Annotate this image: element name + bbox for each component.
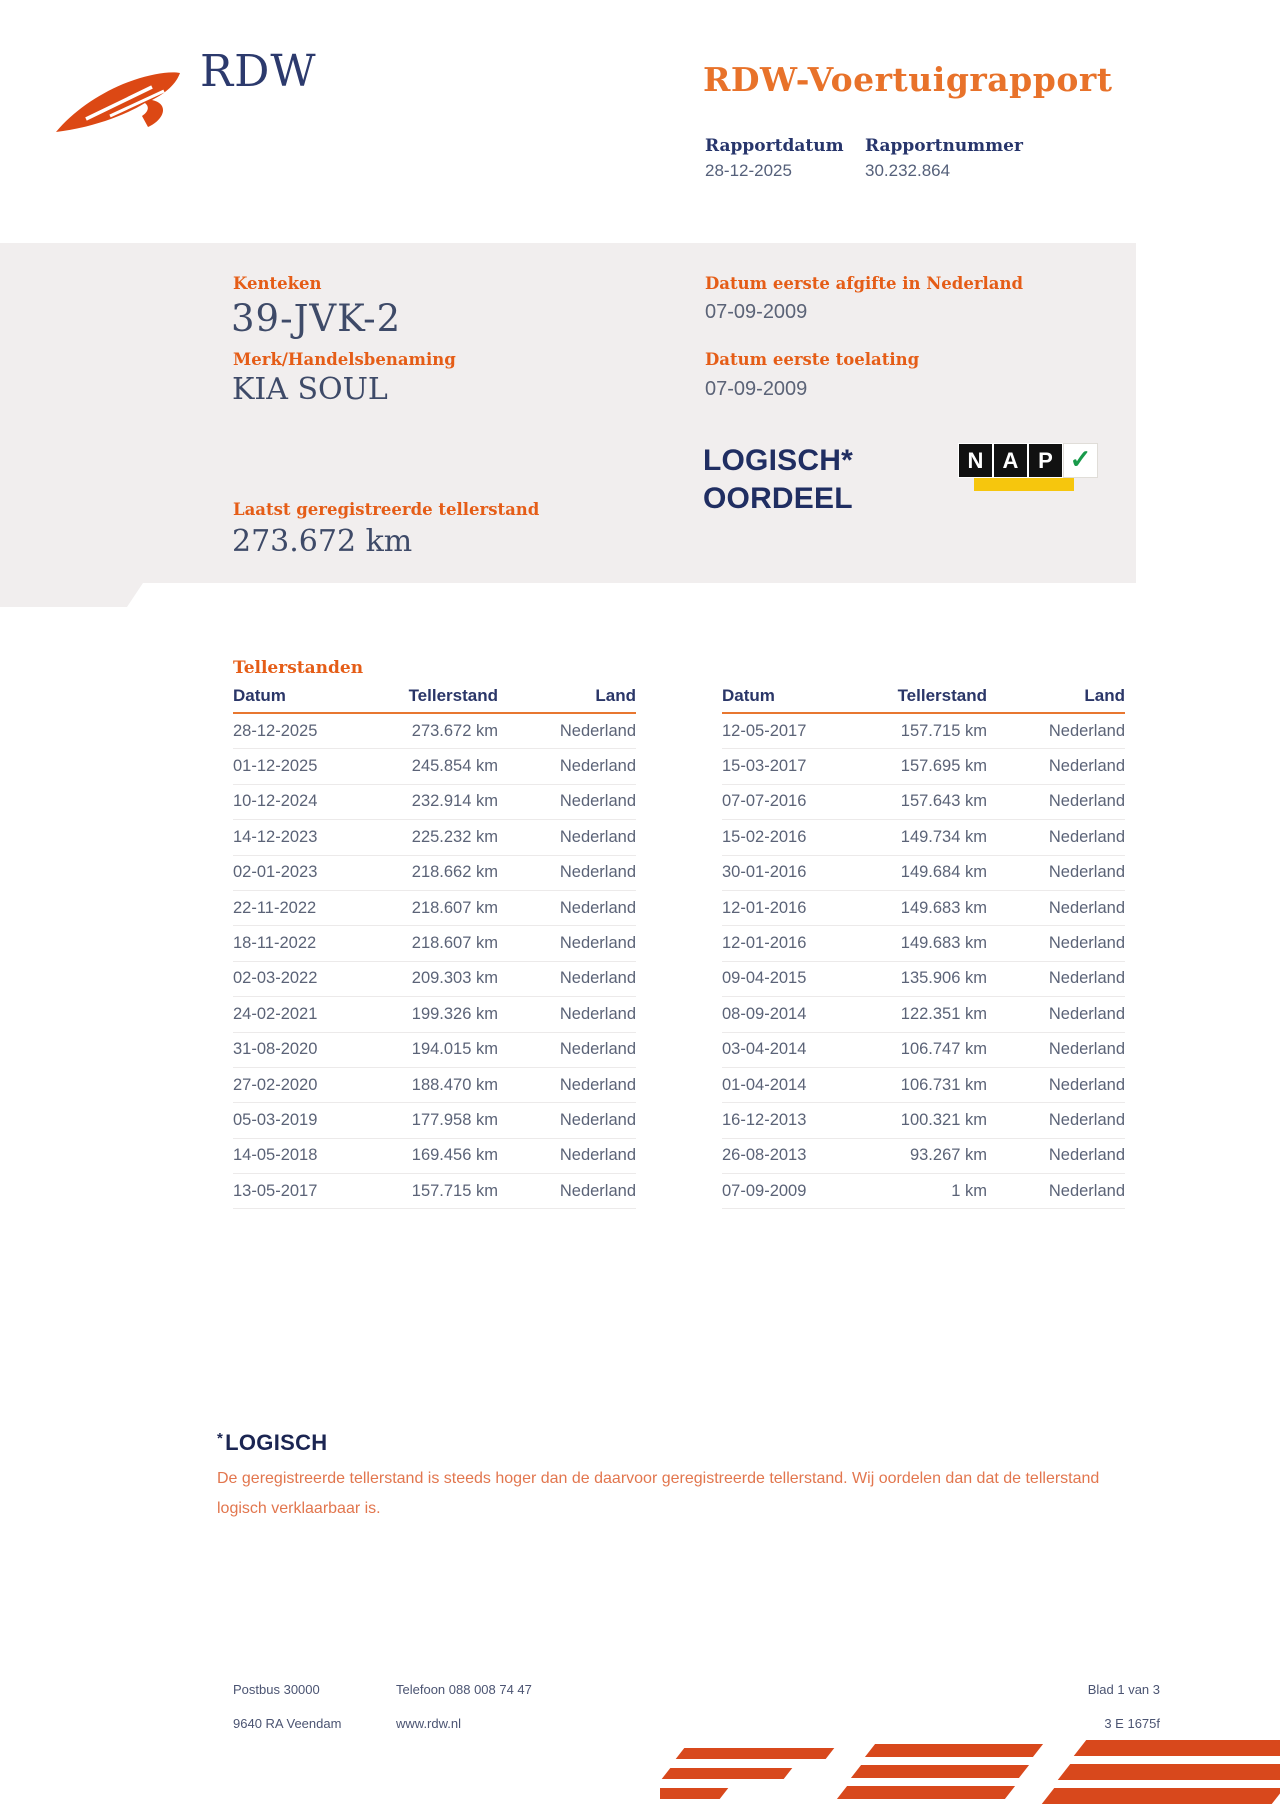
table-cell: 135.906 km	[900, 969, 987, 988]
table-cell: Nederland	[559, 1181, 636, 1200]
table-body	[233, 714, 636, 1209]
table-cell: 12-05-2017	[722, 721, 807, 740]
footer-address-line2: 9640 RA Veendam	[233, 1716, 342, 1731]
table-row	[233, 856, 636, 891]
nap-letter-n: N	[958, 443, 993, 478]
footer-page-number: Blad 1 van 3	[1087, 1682, 1160, 1697]
table-cell: 26-08-2013	[722, 1146, 807, 1165]
report-number-value: 30.232.864	[865, 161, 951, 180]
table-cell: 106.731 km	[900, 1075, 987, 1094]
table-cell: Nederland	[559, 863, 636, 882]
table-cell: 24-02-2021	[233, 1004, 318, 1023]
table-cell: Nederland	[559, 898, 636, 917]
table-row	[233, 962, 636, 997]
table-cell: 30-01-2016	[722, 863, 807, 882]
table-row	[722, 749, 1125, 784]
table-cell: 15-02-2016	[722, 827, 807, 846]
nap-letter-a: A	[993, 443, 1028, 478]
table-body	[722, 714, 1125, 1209]
column-header-land: Land	[1084, 686, 1125, 705]
table-cell: Nederland	[559, 969, 636, 988]
column-header-datum: Datum	[233, 686, 286, 705]
table-cell: 93.267 km	[909, 1146, 987, 1165]
oordeel-line2: OORDEEL	[703, 482, 853, 515]
table-cell: Nederland	[1048, 1075, 1125, 1094]
table-cell: 188.470 km	[411, 1075, 498, 1094]
table-cell: Nederland	[1048, 934, 1125, 953]
table-row	[722, 997, 1125, 1032]
toelating-value: 07-09-2009	[705, 378, 808, 400]
nap-checkmark-icon: ✓	[1063, 443, 1098, 478]
table-cell: 149.683 km	[900, 934, 987, 953]
table-cell: 16-12-2013	[722, 1110, 807, 1129]
nap-letter-p: P	[1028, 443, 1063, 478]
table-cell: 157.715 km	[411, 1181, 498, 1200]
table-cell: 10-12-2024	[233, 792, 318, 811]
table-cell: 14-12-2023	[233, 827, 318, 846]
table-cell: 02-01-2023	[233, 863, 318, 882]
merk-label: Merk/Handelsbenaming	[233, 350, 456, 369]
table-cell: Nederland	[559, 1146, 636, 1165]
table-cell: Nederland	[1048, 969, 1125, 988]
footer-form-code: 3 E 1675f	[1104, 1716, 1160, 1731]
table-row	[233, 714, 636, 749]
table-cell: 1 km	[951, 1181, 987, 1200]
table-cell: 218.607 km	[411, 934, 498, 953]
table-row	[233, 785, 636, 820]
table-row	[722, 785, 1125, 820]
table-cell: Nederland	[1048, 1146, 1125, 1165]
table-row	[722, 1033, 1125, 1068]
table-cell: 218.662 km	[411, 863, 498, 882]
table-row	[233, 749, 636, 784]
rdw-feather-icon	[52, 64, 194, 142]
table-cell: 157.643 km	[900, 792, 987, 811]
tellerstand-label: Laatst geregistreerde tellerstand	[233, 500, 540, 519]
table-cell: 18-11-2022	[233, 934, 317, 953]
table-cell: 03-04-2014	[722, 1040, 807, 1059]
nap-logo	[958, 443, 1092, 495]
table-cell: Nederland	[1048, 757, 1125, 776]
table-cell: Nederland	[559, 934, 636, 953]
logisch-footnote-text: De geregistreerde tellerstand is steeds hoger dan de daarvoor geregistreerde tellerstand. Wij oordelen dan dat de tellerstand logisch verklaarbaar is.	[217, 1470, 1100, 1517]
table-row	[722, 856, 1125, 891]
mileage-table-right	[722, 686, 1125, 1209]
table-cell: Nederland	[1048, 721, 1125, 740]
table-cell: 225.232 km	[411, 827, 498, 846]
table-cell: Nederland	[1048, 898, 1125, 917]
table-cell: Nederland	[559, 1110, 636, 1129]
footer-address-line1: Postbus 30000	[233, 1682, 320, 1697]
table-row	[233, 1139, 636, 1174]
table-cell: 15-03-2017	[722, 757, 807, 776]
table-cell: Nederland	[1048, 827, 1125, 846]
table-cell: Nederland	[559, 1040, 636, 1059]
table-row	[722, 1103, 1125, 1138]
kenteken-label: Kenteken	[233, 274, 322, 293]
table-row	[722, 820, 1125, 855]
table-row	[722, 926, 1125, 961]
table-cell: 194.015 km	[411, 1040, 498, 1059]
table-cell: 149.734 km	[900, 827, 987, 846]
afgifte-label: Datum eerste afgifte in Nederland	[705, 274, 1024, 293]
table-cell: 14-05-2018	[233, 1146, 318, 1165]
table-row	[233, 1103, 636, 1138]
column-header-tellerstand: Tellerstand	[408, 686, 498, 705]
table-header	[722, 686, 1125, 714]
table-cell: 12-01-2016	[722, 934, 807, 953]
logisch-footnote-heading	[217, 1430, 327, 1456]
toelating-label: Datum eerste toelating	[705, 350, 920, 369]
table-cell: 08-09-2014	[722, 1004, 807, 1023]
report-date-value: 28-12-2025	[705, 161, 792, 180]
column-header-datum: Datum	[722, 686, 775, 705]
oordeel-line1: LOGISCH*	[703, 444, 853, 477]
table-cell: 157.695 km	[900, 757, 987, 776]
table-cell: 22-11-2022	[233, 898, 317, 917]
table-cell: 01-04-2014	[722, 1075, 807, 1094]
table-row	[233, 1068, 636, 1103]
vehicle-summary-panel	[0, 243, 1136, 607]
table-row	[722, 1139, 1125, 1174]
table-cell: 157.715 km	[900, 721, 987, 740]
table-cell: Nederland	[559, 757, 636, 776]
table-row	[233, 997, 636, 1032]
table-row	[722, 1174, 1125, 1209]
table-header	[233, 686, 636, 714]
mileage-table-left	[233, 686, 636, 1209]
table-cell: Nederland	[1048, 792, 1125, 811]
table-cell: 106.747 km	[900, 1040, 987, 1059]
table-cell: 232.914 km	[411, 792, 498, 811]
table-cell: 100.321 km	[900, 1110, 987, 1129]
table-cell: 31-08-2020	[233, 1040, 318, 1059]
table-cell: 02-03-2022	[233, 969, 318, 988]
column-header-land: Land	[595, 686, 636, 705]
column-header-tellerstand: Tellerstand	[897, 686, 987, 705]
afgifte-value: 07-09-2009	[705, 301, 808, 323]
table-cell: Nederland	[1048, 1181, 1125, 1200]
report-number-label: Rapportnummer	[865, 136, 1023, 156]
table-cell: Nederland	[559, 792, 636, 811]
table-cell: 245.854 km	[411, 757, 498, 776]
table-cell: 122.351 km	[900, 1004, 987, 1023]
table-cell: 169.456 km	[411, 1146, 498, 1165]
table-cell: 149.683 km	[900, 898, 987, 917]
table-cell: 07-07-2016	[722, 792, 807, 811]
table-cell: 07-09-2009	[722, 1181, 807, 1200]
table-cell: 177.958 km	[411, 1110, 498, 1129]
table-row	[233, 1174, 636, 1209]
table-cell: Nederland	[559, 1075, 636, 1094]
table-cell: Nederland	[1048, 1040, 1125, 1059]
table-cell: Nederland	[1048, 1110, 1125, 1129]
table-cell: 218.607 km	[411, 898, 498, 917]
table-cell: 273.672 km	[411, 721, 498, 740]
table-cell: Nederland	[559, 1004, 636, 1023]
tellerstanden-heading: Tellerstanden	[233, 658, 364, 678]
table-row	[722, 714, 1125, 749]
table-row	[722, 891, 1125, 926]
table-cell: 209.303 km	[411, 969, 498, 988]
table-cell: 12-01-2016	[722, 898, 807, 917]
table-cell: 13-05-2017	[233, 1181, 318, 1200]
table-cell: Nederland	[1048, 863, 1125, 882]
merk-value: KIA SOUL	[232, 372, 388, 407]
table-row	[233, 891, 636, 926]
tellerstand-value: 273.672 km	[232, 524, 413, 559]
table-row	[722, 1068, 1125, 1103]
table-row	[233, 926, 636, 961]
table-cell: 05-03-2019	[233, 1110, 318, 1129]
table-cell: 27-02-2020	[233, 1075, 318, 1094]
rdw-logo-text: RDW	[200, 46, 317, 97]
footer-phone: Telefoon 088 008 74 47	[396, 1682, 532, 1697]
report-date-label: Rapportdatum	[705, 136, 844, 156]
table-cell: 09-04-2015	[722, 969, 807, 988]
table-row	[722, 962, 1125, 997]
table-cell: Nederland	[559, 827, 636, 846]
table-cell: 199.326 km	[411, 1004, 498, 1023]
table-cell: 28-12-2025	[233, 721, 318, 740]
table-cell: 149.684 km	[900, 863, 987, 882]
rdw-footer-graphic	[660, 1740, 1280, 1810]
footnote-heading-text: LOGISCH	[225, 1430, 328, 1455]
table-row	[233, 1033, 636, 1068]
table-cell: Nederland	[559, 721, 636, 740]
footnote-asterisk: *	[217, 1430, 224, 1447]
table-cell: 01-12-2025	[233, 757, 318, 776]
footer-website: www.rdw.nl	[396, 1716, 462, 1731]
table-row	[233, 820, 636, 855]
table-cell: Nederland	[1048, 1004, 1125, 1023]
report-title: RDW-Voertuigrapport	[703, 60, 1113, 99]
kenteken-value: 39-JVK-2	[231, 297, 402, 340]
